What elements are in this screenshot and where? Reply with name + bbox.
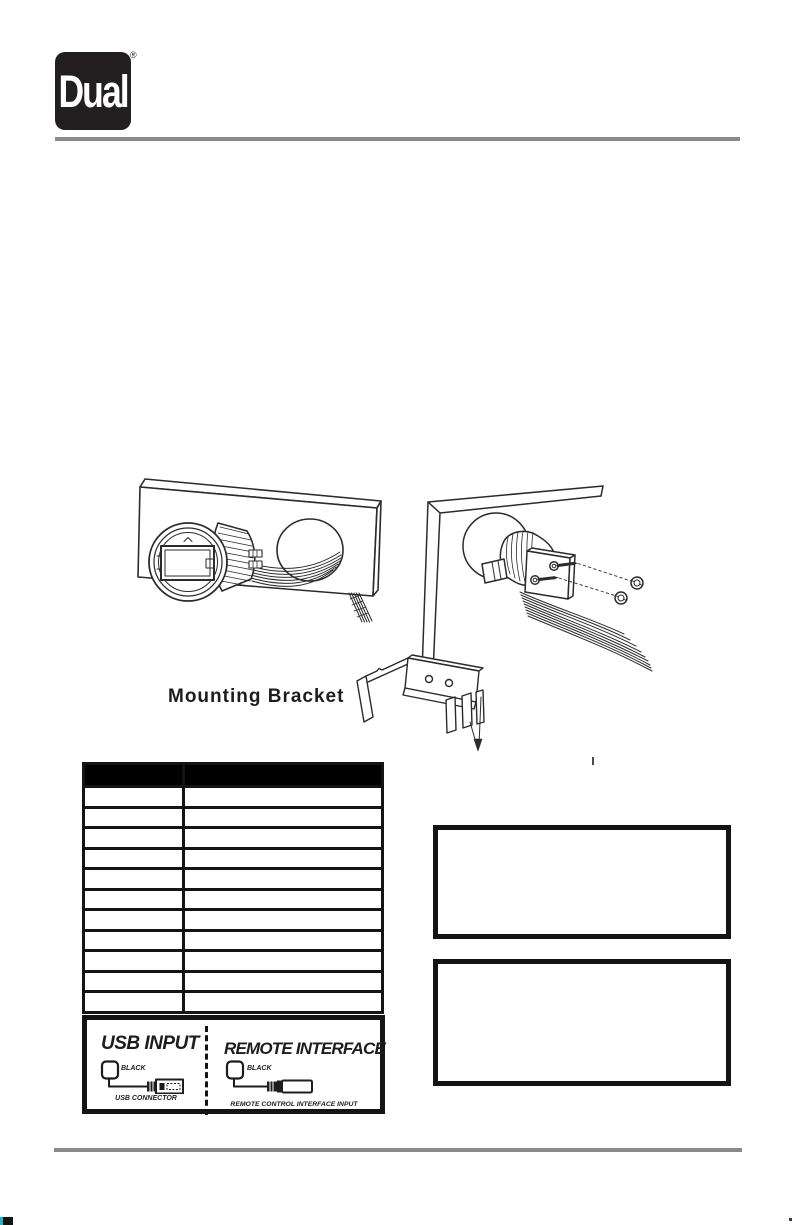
- table-cell: [184, 787, 383, 808]
- connector-panel: [82, 1015, 385, 1114]
- header-divider: [55, 137, 740, 141]
- remote-interface-caption: REMOTE CONTROL INTERFACE INPUT: [230, 1101, 358, 1108]
- table-header-cell: [184, 764, 383, 787]
- table-cell: [84, 869, 184, 890]
- mounting-bracket-illustration: [350, 650, 500, 758]
- table-cell: [184, 807, 383, 828]
- table-row: [84, 971, 383, 992]
- wiring-table-header: [84, 764, 383, 787]
- table-cell: [184, 889, 383, 910]
- dual-logo-text: Dual: [58, 65, 128, 117]
- front-mount-illustration: [100, 465, 400, 645]
- table-cell: [84, 930, 184, 951]
- table-cell: [84, 848, 184, 869]
- scan-artifact-corner: [3, 1217, 13, 1225]
- table-header-row: [84, 764, 383, 787]
- table-cell: [184, 951, 383, 972]
- remote-interface-title: REMOTE INTERFACE: [224, 1039, 385, 1058]
- usb-input-section: [87, 1020, 205, 1109]
- table-row: [84, 807, 383, 828]
- table-row: [84, 848, 383, 869]
- table-cell: [84, 787, 184, 808]
- remote-wire-color-label: BLACK: [247, 1065, 272, 1072]
- table-cell: [184, 828, 383, 849]
- remote-interface-section: [205, 1026, 385, 1115]
- table-cell: [84, 828, 184, 849]
- table-row: [84, 787, 383, 808]
- table-cell: [84, 971, 184, 992]
- table-cell: [84, 992, 184, 1013]
- usb-connector-caption: USB CONNECTOR: [115, 1095, 177, 1102]
- table-cell: [184, 910, 383, 931]
- table-cell: [84, 951, 184, 972]
- mounting-bracket-label: Mounting Bracket: [168, 686, 345, 707]
- table-row: [84, 889, 383, 910]
- dual-logo: [55, 52, 131, 130]
- wiring-table-body: [84, 787, 383, 1013]
- table-row: [84, 910, 383, 931]
- table-row: [84, 869, 383, 890]
- remote-plug-icon: [224, 1060, 322, 1094]
- usb-wire-color-label: BLACK: [121, 1065, 146, 1072]
- note-box: [433, 959, 731, 1086]
- footer-divider: [54, 1148, 742, 1152]
- registered-trademark-icon: ®: [130, 50, 137, 60]
- table-row: [84, 951, 383, 972]
- table-header-cell: [84, 764, 184, 787]
- table-row: [84, 828, 383, 849]
- table-cell: [184, 930, 383, 951]
- usb-input-title: USB INPUT: [101, 1033, 199, 1054]
- table-cell: [84, 910, 184, 931]
- scan-artifact-dot: [789, 1218, 792, 1221]
- table-cell: [184, 971, 383, 992]
- table-cell: [184, 869, 383, 890]
- scan-artifact-tick: [592, 757, 594, 765]
- table-row: [84, 930, 383, 951]
- table-cell: [184, 848, 383, 869]
- note-box: [433, 825, 731, 939]
- table-row: [84, 992, 383, 1013]
- table-cell: [84, 807, 184, 828]
- wiring-table: [82, 762, 384, 1014]
- table-cell: [84, 889, 184, 910]
- table-cell: [184, 992, 383, 1013]
